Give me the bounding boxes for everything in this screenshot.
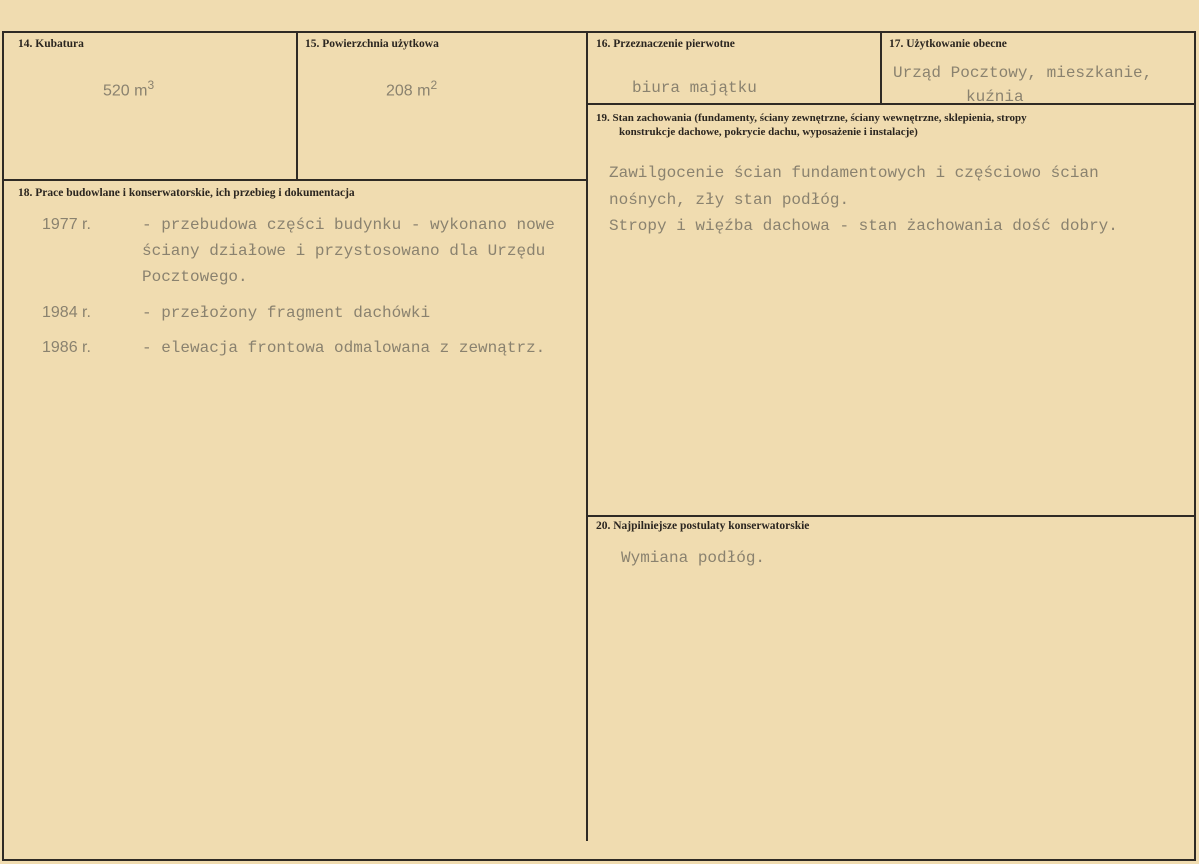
bottom-border: [2, 859, 1196, 861]
prace-entry: [42, 212, 555, 286]
kubatura-number: 520 m: [103, 82, 148, 100]
powierzchnia-value: [386, 78, 437, 100]
prace-entry-text: - elewacja frontowa odmalowana z zewnątrz.: [142, 339, 546, 357]
postulaty-value: Wymiana podłóg.: [621, 549, 766, 567]
divider-center: [586, 31, 588, 841]
divider-20-top: [586, 515, 1196, 517]
top-border: [2, 31, 1196, 33]
przeznaczenie-value: biura majątku: [632, 79, 757, 97]
right-border: [1194, 31, 1196, 861]
prace-entry-year: 1986 r.: [42, 339, 91, 356]
stan-zachowania-line1: Zawilgocenie ścian fundamentowych i częściowo ścian: [609, 164, 1099, 182]
uzytkowanie-value-line1: Urząd Pocztowy, mieszkanie,: [893, 64, 1153, 82]
powierzchnia-number: 208 m: [386, 82, 431, 100]
kubatura-label: 14. Kubatura: [18, 38, 84, 50]
prace-entry: [42, 300, 431, 326]
divider-14-15: [296, 31, 298, 179]
stan-zachowania-label-line2: konstrukcje dachowe, pokrycie dachu, wyposażenie i instalacje): [619, 126, 918, 138]
divider-19-top: [586, 103, 1196, 105]
postulaty-label: 20. Najpilniejsze postulaty konserwatorskie: [596, 520, 810, 532]
prace-entry-year: 1984 r.: [42, 304, 91, 321]
stan-zachowania-line2: nośnych, zły stan podłóg.: [609, 191, 850, 209]
prace-label: 18. Prace budowlane i konserwatorskie, ich przebieg i dokumentacja: [18, 187, 355, 199]
divider-16-17: [880, 31, 882, 104]
prace-entry-year: 1977 r.: [42, 216, 91, 233]
divider-18-top: [2, 179, 588, 181]
prace-entry-text: - przebudowa części budynku - wykonano nowe ściany działowe i przystosowano dla Urzędu Pocztowego.: [142, 216, 555, 286]
uzytkowanie-value-line2: kuźnia: [966, 88, 1024, 106]
powierzchnia-label: 15. Powierzchnia użytkowa: [305, 38, 439, 50]
stan-zachowania-label-line1: 19. Stan zachowania (fundamenty, ściany zewnętrzne, ściany wewnętrzne, sklepienia, stropy: [596, 112, 1027, 124]
kubatura-value: [103, 78, 154, 100]
kubatura-exponent: 3: [147, 78, 155, 92]
stan-zachowania-line3: Stropy i więźba dachowa - stan żachowania dość dobry.: [609, 217, 1118, 235]
prace-entry-text: - przełożony fragment dachówki: [142, 304, 431, 322]
powierzchnia-exponent: 2: [430, 78, 438, 92]
left-border: [2, 31, 4, 861]
prace-entry: [42, 335, 546, 361]
przeznaczenie-label: 16. Przeznaczenie pierwotne: [596, 38, 735, 50]
uzytkowanie-label: 17. Użytkowanie obecne: [889, 38, 1007, 50]
